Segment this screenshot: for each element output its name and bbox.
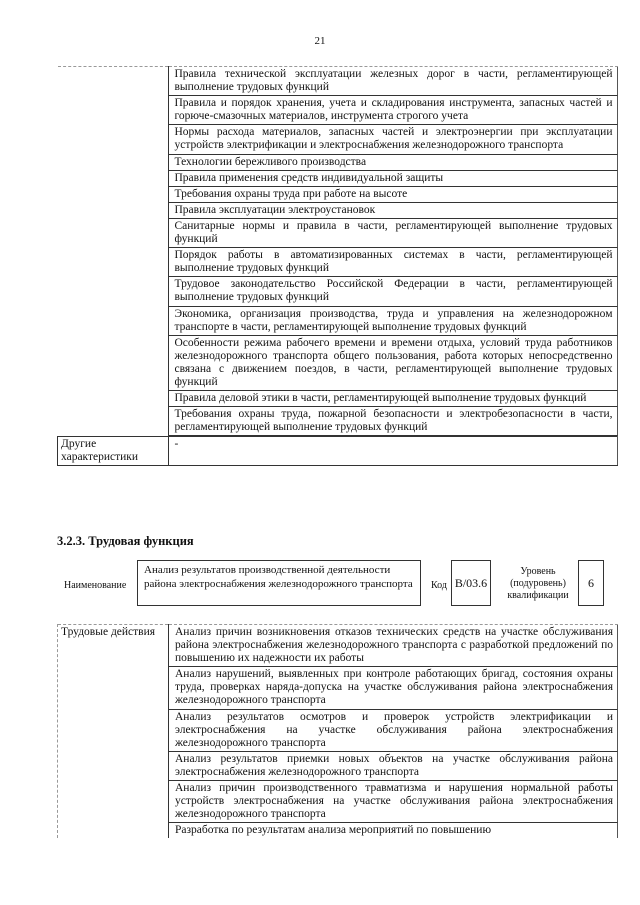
knowledge-item: Порядок работы в автоматизированных системах в части, регламентирующей выполнение трудовых функций — [169, 248, 618, 277]
labor-action-item: Анализ результатов приемки новых объектов на участке обслуживания района электроснабжения железнодорожного транспорта — [169, 752, 618, 781]
knowledge-item: Технологии бережливого производства — [169, 155, 618, 171]
knowledge-item: Правила деловой этики в части, регламентирующей выполнение трудовых функций — [169, 391, 618, 407]
knowledge-item: Нормы расхода материалов, запасных частей и электроэнергии при эксплуатации устройств электрификации и электроснабжения железнодорожного транспорта — [169, 125, 618, 154]
page-number: 21 — [314, 35, 326, 47]
knowledge-item: Требования охраны труда при работе на высоте — [169, 187, 618, 203]
labor-action-item: Анализ результатов осмотров и проверок устройств электрификации и электроснабжения на участке обслуживания района электроснабжения железнодорожного транспорта — [169, 710, 618, 752]
code-label: Код — [431, 580, 447, 591]
code-box: В/03.6 — [451, 560, 491, 606]
name-label: Наименование — [64, 580, 127, 591]
knowledge-item: Правила технической эксплуатации железных дорог в части, регламентирующей выполнение трудовых функций — [169, 67, 618, 96]
qualification-level-label: Уровень (подуровень) квалификации — [507, 566, 569, 601]
knowledge-item: Экономика, организация производства, труда и управления на железнодорожном транспорте в части, регламентирующей выполнение трудовых функций — [169, 307, 618, 336]
function-header — [57, 560, 610, 610]
knowledge-label-cell — [58, 67, 169, 437]
knowledge-item: Санитарные нормы и правила в части, регламентирующей выполнение трудовых функций — [169, 219, 618, 248]
labor-actions-table — [57, 624, 618, 838]
labor-actions-label: Трудовые действия — [58, 625, 169, 839]
labor-actions-items-cell — [169, 625, 619, 839]
requirements-table — [57, 66, 618, 466]
function-name-box: Анализ результатов производственной деятельности района электроснабжения железнодорожного транспорта — [137, 560, 421, 606]
qualification-level-box: 6 — [578, 560, 604, 606]
knowledge-item: Особенности режима рабочего времени и времени отдыха, условий труда работников железнодорожного транспорта общего пользования, работа которых непосредственно связана с движением поездов, в части, регламентирующей выполнение трудовых функций — [169, 336, 618, 391]
knowledge-item: Трудовое законодательство Российской Федерации в части, регламентирующей выполнение трудовых функций — [169, 277, 618, 306]
labor-action-item: Анализ нарушений, выявленных при контроле работающих бригад, состояния охраны труда, проверках наряда-допуска на участке обслуживания района электроснабжения железнодорожного транспорта — [169, 667, 618, 709]
knowledge-item: Правила и порядок хранения, учета и складирования инструмента, запасных частей и горюче-смазочных материалов, инструмента строгого учета — [169, 96, 618, 125]
labor-action-item: Разработка по результатам анализа мероприятий по повышению — [169, 823, 618, 838]
labor-action-item: Анализ причин возникновения отказов технических средств на участке обслуживания района электроснабжения железнодорожного транспорта с разработкой предложений по повышению их надежности их работы — [169, 625, 618, 667]
knowledge-items-cell — [168, 67, 618, 437]
section-heading: 3.2.3. Трудовая функция — [57, 534, 194, 548]
knowledge-item: Требования охраны труда, пожарной безопасности и электробезопасности в части, регламентирующей выполнение трудовых функций — [169, 407, 618, 436]
knowledge-item: Правила эксплуатации электроустановок — [169, 203, 618, 219]
other-characteristics-label: Другие характеристики — [58, 437, 169, 466]
other-characteristics-value: - — [168, 437, 618, 466]
labor-action-item: Анализ причин производственного травматизма и нарушения нормальной работы устройств электроснабжения на участке обслуживания района электроснабжения железнодорожного транспорта — [169, 781, 618, 823]
knowledge-item: Правила применения средств индивидуальной защиты — [169, 171, 618, 187]
